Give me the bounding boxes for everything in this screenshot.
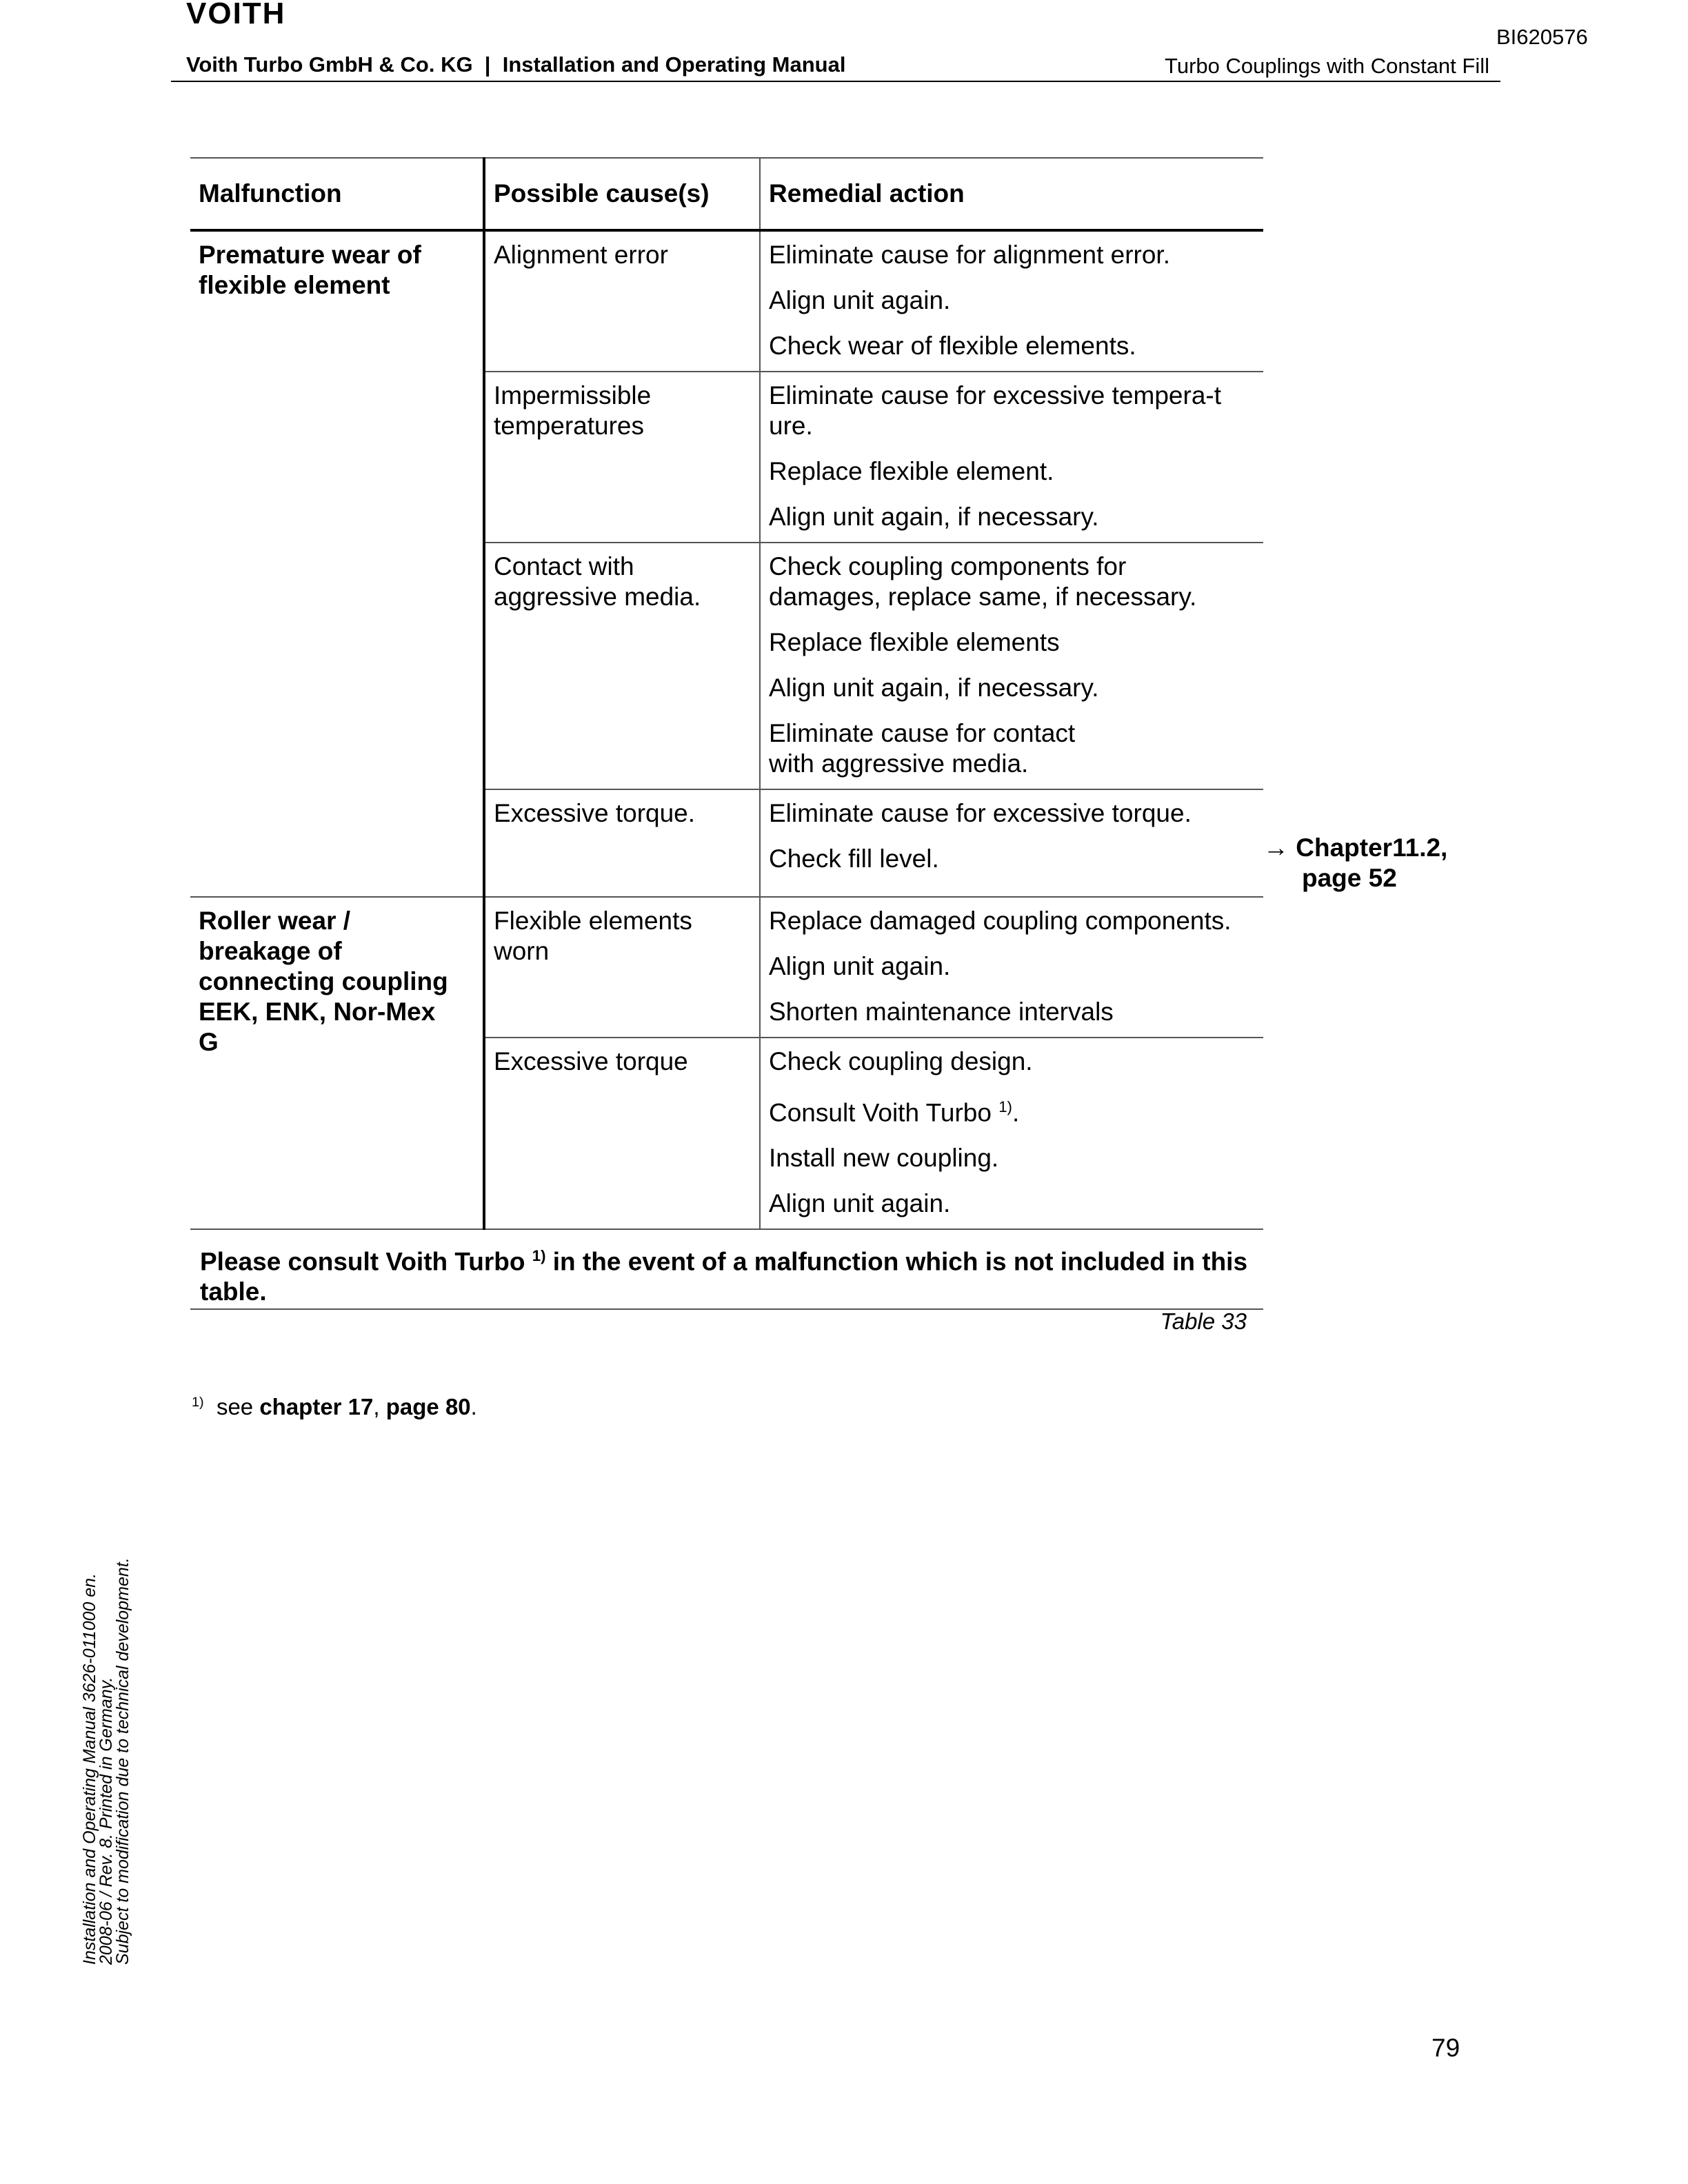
footnote <box>192 1394 477 1420</box>
imprint-line: Subject to modification due to technical development. <box>113 1557 132 1965</box>
note-text-after: in the event of a malfunction which is not included in this table. <box>200 1247 1248 1306</box>
footnote-chapter-link[interactable]: chapter 17 <box>259 1394 374 1419</box>
action-item: Eliminate cause for excessive tempera-ture. <box>769 381 1221 440</box>
imprint-line: Installation and Operating Manual 3626-011000 en. <box>80 1573 99 1965</box>
action-cell <box>760 1038 1263 1229</box>
action-item: Shorten maintenance intervals <box>769 998 1114 1026</box>
cross-reference[interactable] <box>1263 833 1447 893</box>
action-item: Align unit again. <box>769 1189 951 1218</box>
action-item: Replace flexible elements <box>769 628 1060 656</box>
action-text: Consult Voith Turbo <box>769 1098 992 1127</box>
footnote-mark: 1) <box>532 1247 546 1264</box>
footnote-mark: 1) <box>998 1098 1012 1115</box>
footnote-mark: 1) <box>192 1395 204 1410</box>
footnote-page-link[interactable]: page 80 <box>385 1394 471 1419</box>
table-row <box>190 230 1263 372</box>
action-cell <box>760 789 1263 897</box>
action-item: Replace damaged coupling components. <box>769 907 1232 935</box>
action-cell <box>760 230 1263 372</box>
action-item: Align unit again. <box>769 952 951 980</box>
table-header-row <box>190 158 1263 230</box>
voith-logo: VOITH <box>186 0 286 30</box>
cause-cell: Contact with aggressive media. <box>484 543 760 789</box>
malfunction-cell: Roller wear / breakage of connecting coupling EEK, ENK, Nor-Mex G <box>190 897 484 1229</box>
action-item: Align unit again, if necessary. <box>769 503 1099 531</box>
xref-page: page 52 <box>1302 864 1397 892</box>
footnote-suffix: . <box>470 1394 477 1419</box>
header-right: Turbo Couplings with Constant Fill <box>1165 54 1489 78</box>
header-rule <box>171 81 1500 82</box>
column-header-remedial-action: Remedial action <box>769 179 965 208</box>
footnote-prefix: see <box>216 1394 260 1419</box>
imprint-line: 2008-06 / Rev. 8. Printed in Germany. <box>97 1677 116 1965</box>
malfunction-table <box>190 157 1263 1230</box>
arrow-icon: → <box>1263 833 1289 862</box>
note-text-before: Please consult Voith Turbo <box>200 1247 532 1276</box>
action-cell <box>760 543 1263 789</box>
action-item: Replace flexible element. <box>769 457 1054 485</box>
xref-chapter: Chapter11.2, <box>1296 833 1448 862</box>
cause-cell: Excessive torque. <box>484 789 760 897</box>
malfunction-cell: Premature wear of flexible element <box>190 230 484 897</box>
cause-cell: Excessive torque <box>484 1038 760 1229</box>
action-cell <box>760 372 1263 543</box>
column-header-causes: Possible cause(s) <box>484 158 760 230</box>
header-left: Voith Turbo GmbH & Co. KG | Installation and Operating Manual <box>186 52 846 77</box>
note-rule <box>190 1308 1263 1310</box>
table-note <box>200 1241 1262 1307</box>
footnote-separator: , <box>373 1394 386 1419</box>
action-item: Check wear of flexible elements. <box>769 332 1136 360</box>
page-number: 79 <box>1431 2034 1460 2062</box>
sidebar-imprint <box>81 1551 131 1965</box>
action-item: Check fill level. <box>769 845 939 873</box>
action-item: Align unit again, if necessary. <box>769 674 1099 702</box>
action-item: Install new coupling. <box>769 1144 999 1173</box>
action-item: Eliminate cause for excessive torque. <box>769 799 1192 827</box>
action-item: Check coupling design. <box>769 1047 1033 1075</box>
action-item: Eliminate cause for alignment error. <box>769 241 1170 269</box>
action-item: Eliminate cause for contact with aggressive media. <box>769 719 1076 778</box>
cause-cell: Impermissible temperatures <box>484 372 760 543</box>
action-cell <box>760 897 1263 1038</box>
action-item: Consult Voith Turbo $^{1)}$. <box>769 1098 1020 1127</box>
action-item: Align unit again. <box>769 286 951 314</box>
column-header-malfunction: Malfunction <box>190 158 484 230</box>
cause-cell: Flexible elements worn <box>484 897 760 1038</box>
table-caption: Table 33 <box>1160 1308 1247 1334</box>
table-row <box>190 897 1263 1038</box>
document-number: BI620576 <box>1496 25 1588 49</box>
cause-cell: Alignment error <box>484 230 760 372</box>
action-item: Check coupling components for damages, replace same, if necessary. <box>769 552 1197 611</box>
